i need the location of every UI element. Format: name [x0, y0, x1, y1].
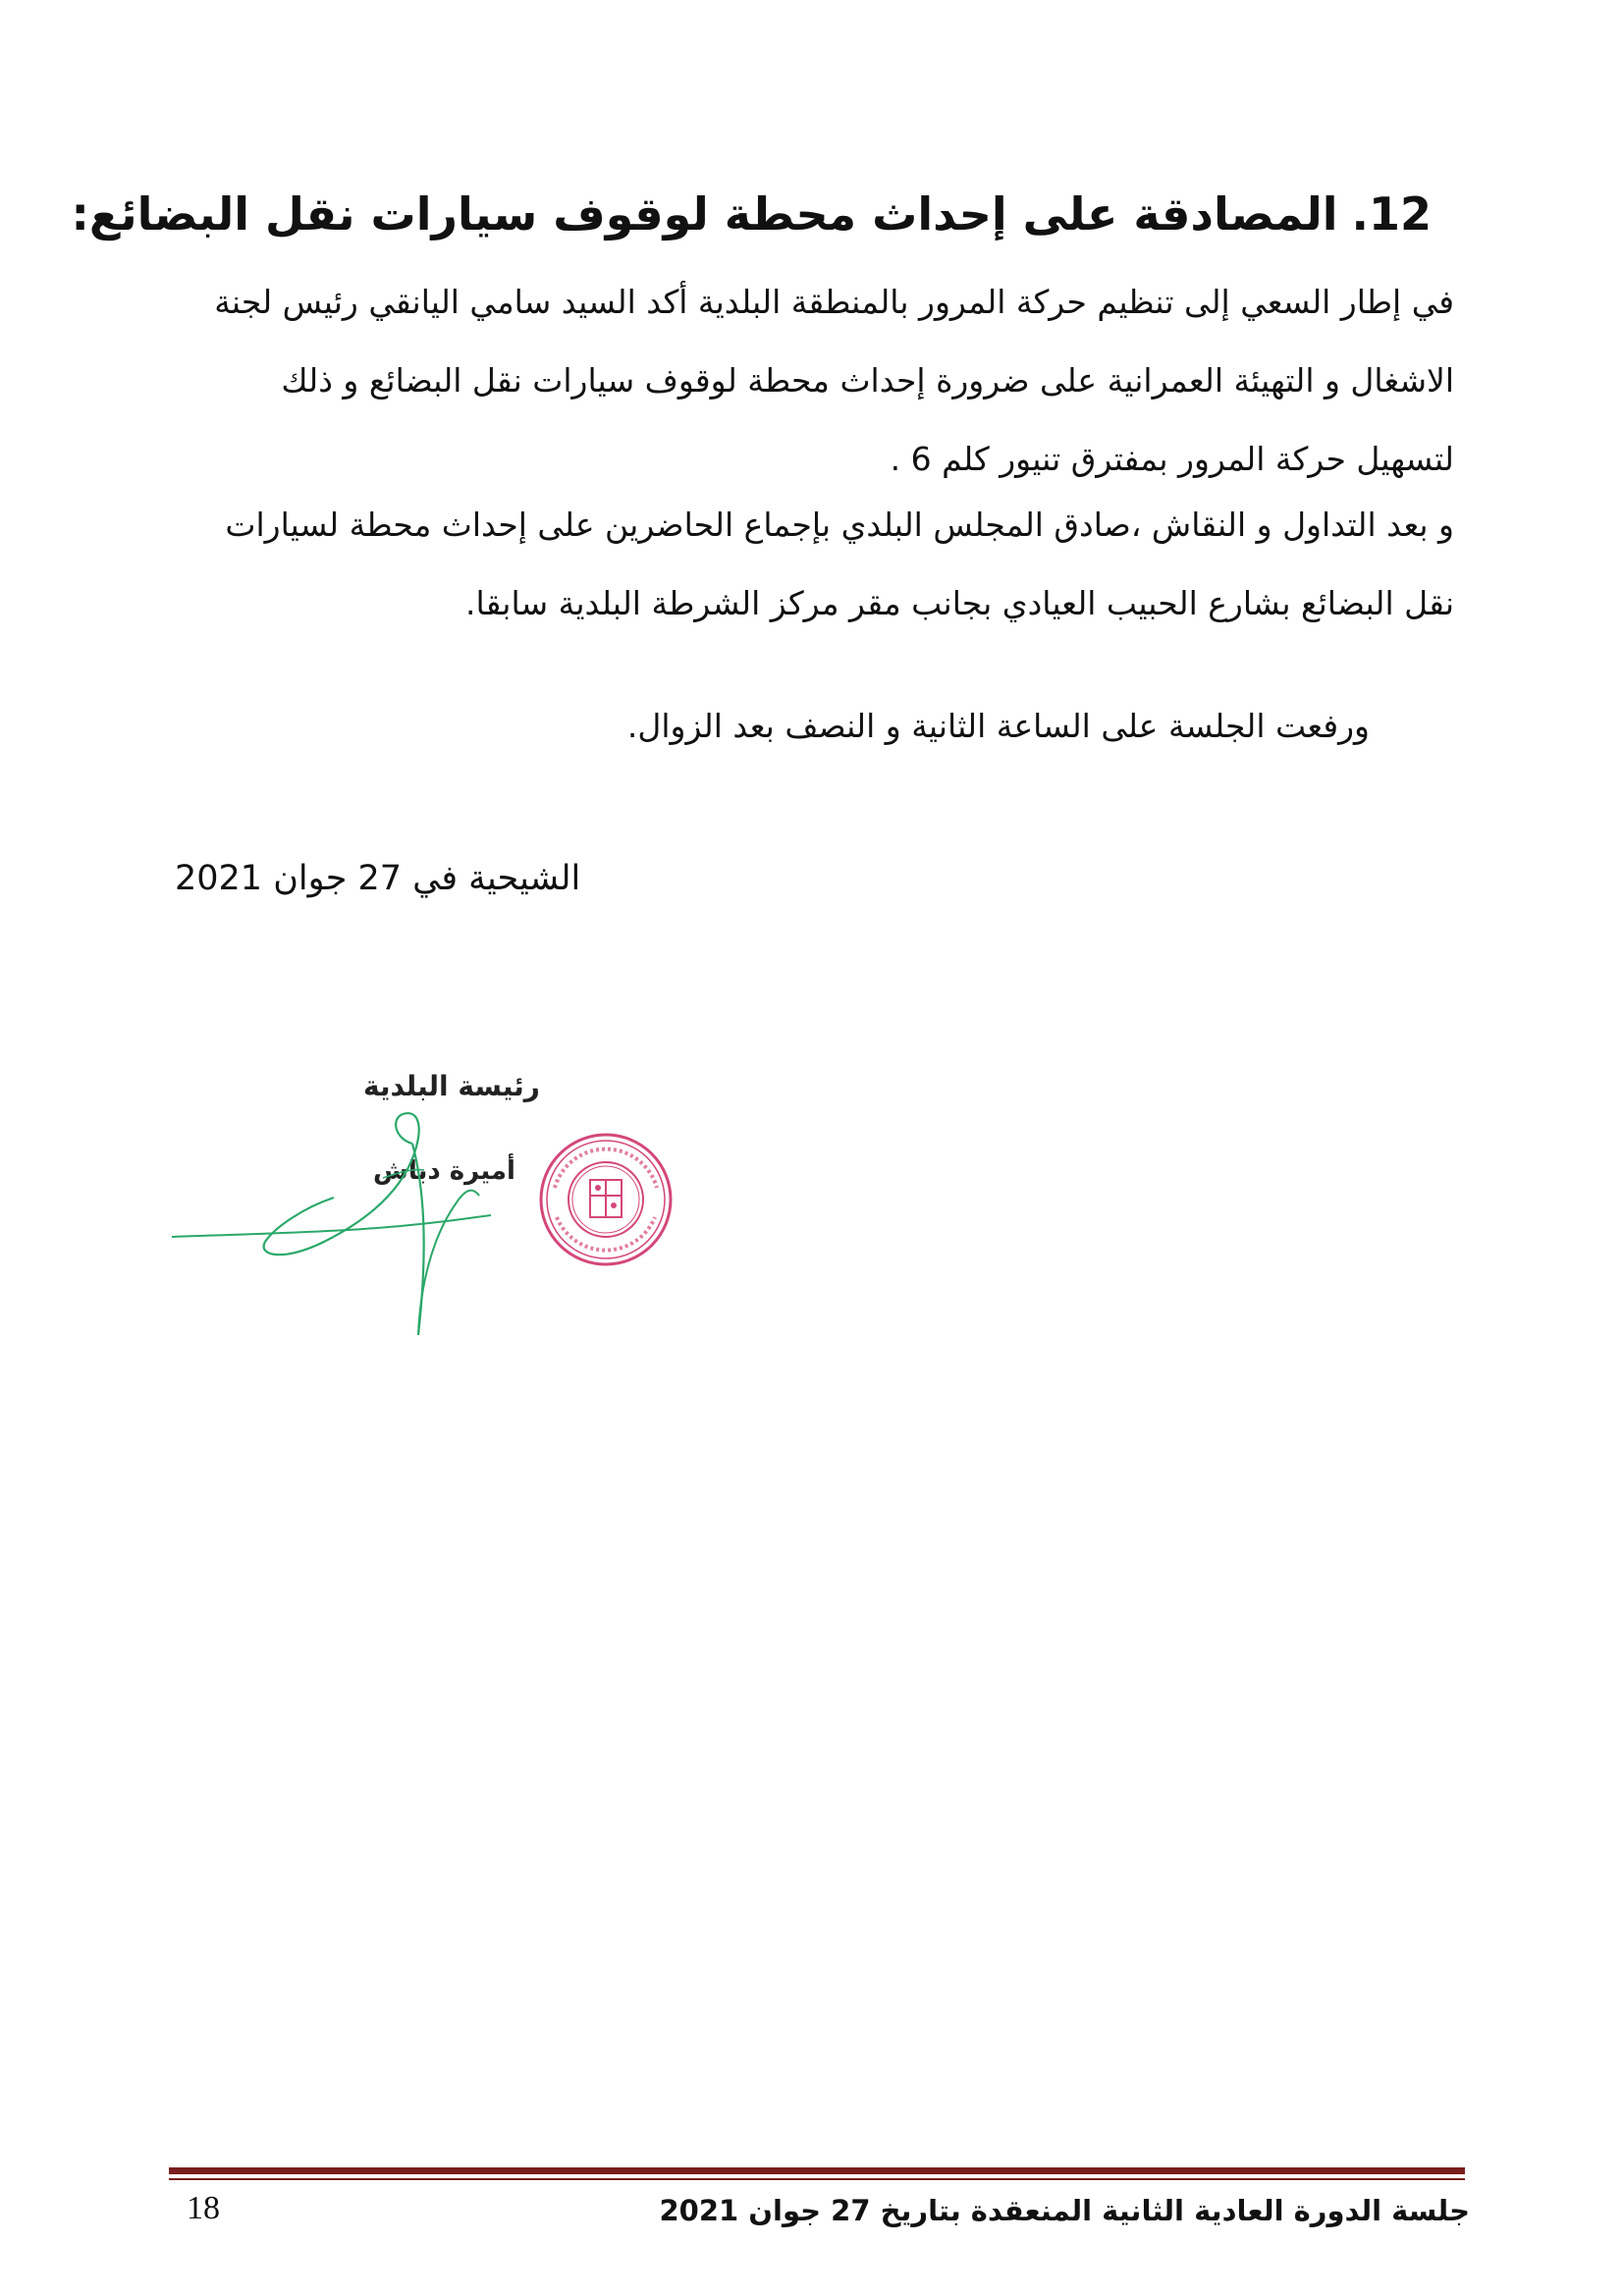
paragraph-decision [168, 486, 1454, 643]
footer-divider [169, 2167, 1465, 2174]
section-heading [71, 185, 1432, 243]
paragraph-line: لتسهيل حركة المرور بمفترق تنيور كلم 6 . [890, 440, 1454, 478]
place-date: الشيحية في 27 جوان 2021 [175, 859, 581, 898]
signatory-title: رئيسة البلدية [363, 1070, 540, 1102]
signatory-name: أميرة دباش [373, 1156, 515, 1186]
footer-session-info: جلسة الدورة العادية الثانية المنعقدة بتاريخ 27 جوان 2021 [659, 2194, 1470, 2227]
paragraph-line: نقل البضائع بشارع الحبيب العيادي بجانب مقر مركز الشرطة البلدية سابقا. [465, 584, 1454, 622]
page-number: 18 [187, 2190, 220, 2226]
paragraph-line: و بعد التداول و النقاش ،صادق المجلس البلدي بإجماع الحاضرين على إحداث محطة لسيارات [225, 506, 1454, 544]
section-title: المصادقة على إحداث محطة لوقوف سيارات نقل البضائع: [71, 187, 1338, 240]
signature-block [167, 1041, 717, 1374]
paragraph-context [168, 263, 1454, 499]
municipal-stamp [535, 1129, 677, 1271]
handwritten-signature [167, 1041, 579, 1374]
section-number: 12. [1351, 187, 1432, 240]
paragraph-line: الاشغال و التهيئة العمرانية على ضرورة إحداث محطة لوقوف سيارات نقل البضائع و ذلك [281, 361, 1454, 400]
paragraph-line: في إطار السعي إلى تنظيم حركة المرور بالمنطقة البلدية أكد السيد سامي اليانقي رئيس لجنة [214, 283, 1454, 321]
footer-divider-thin [169, 2178, 1465, 2180]
session-closing: ورفعت الجلسة على الساعة الثانية و النصف بعد الزوال. [626, 707, 1370, 745]
